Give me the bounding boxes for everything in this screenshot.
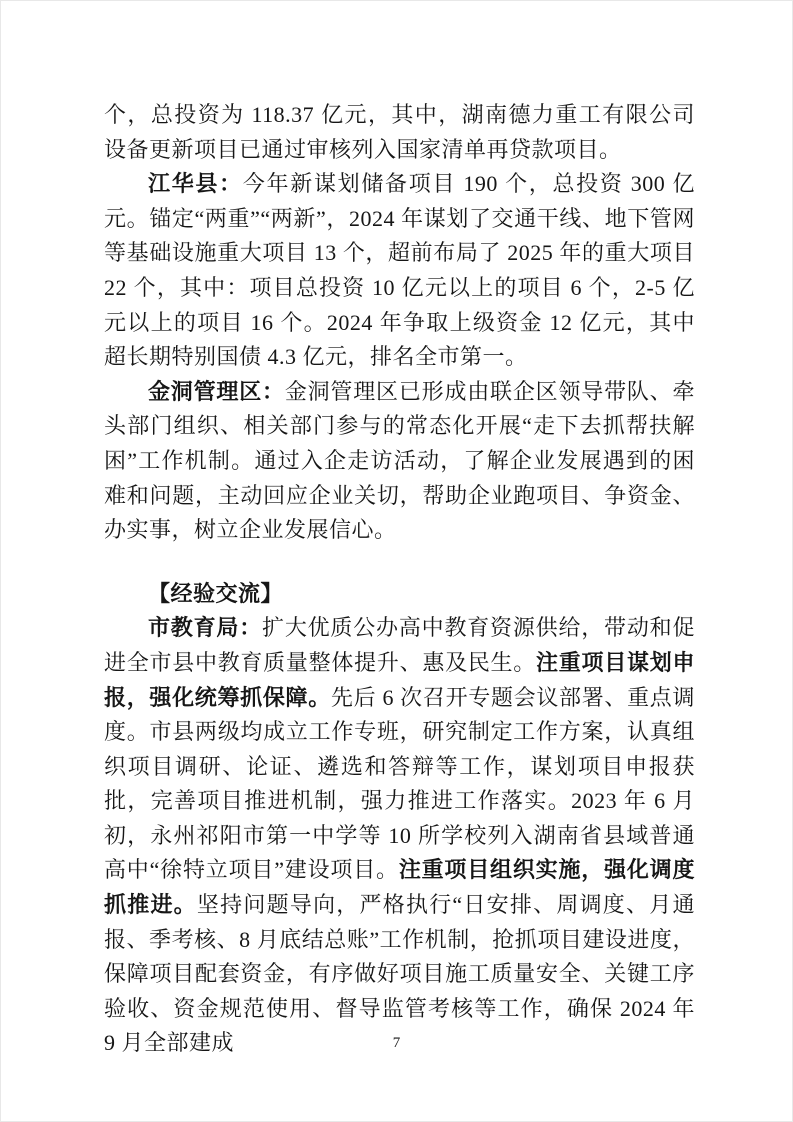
- para-jindong-district: [104, 375, 695, 548]
- text-run: 扩大优质公办高中教育资源供给，带动和促进全市县中教育质量整体提升、惠及民生。: [104, 615, 695, 675]
- text-run: 今年新谋划储备项目 190 个，总投资 300 亿元。锚定“两重”“两新”，2024 年谋划了交通干线、地下管网等基础设施重大项目 13 个，超前布局了 2025 年的重大项目 22 个，其中：项目总投资 10 亿元以上的项目 6 个，2-5 亿元以上的项目 16 个。2024 年争取上级资金 12 亿元，其中超长期特别国债 4.3 亿元，排名全市第一。: [104, 171, 695, 370]
- text-run: 先后 6 次召开专题会议部署、重点调度。市县两级均成立工作专班，研究制定工作方案，认真组织项目调研、论证、遴选和答辩等工作，谋划项目申报获批，完善项目推进机制，强力推进工作落实。2023 年 6 月初，永州祁阳市第一中学等 10 所学校列入湖南省县域普通高中“徐特立项目”建设项目。: [104, 684, 695, 883]
- text-run-bold: 市教育局：: [148, 615, 263, 641]
- para-continuation: [104, 98, 695, 167]
- text-run-bold: 注重项目谋划申报，强化统筹抓保障。: [104, 649, 695, 710]
- text-run-bold: 江华县：: [148, 171, 243, 197]
- text-run-bold: 金洞管理区：: [148, 378, 285, 404]
- text-run: 个，总投资为 118.37 亿元，其中，湖南德力重工有限公司设备更新项目已通过审核列入国家清单再贷款项目。: [104, 102, 695, 162]
- para-education-bureau: [104, 611, 695, 1061]
- para-jianghua-county: [104, 167, 695, 375]
- section-heading-experience-exchange: [104, 577, 695, 612]
- text-run: 金洞管理区已形成由联企区领导带队、牵头部门组织、相关部门参与的常态化开展“走下去抓帮扶解困”工作机制。通过入企走访活动，了解企业发展遇到的困难和问题，主动回应企业关切，帮助企业跑项目、争资金、办实事，树立企业发展信心。: [104, 378, 695, 543]
- text-run-bold: 【经验交流】: [148, 580, 284, 606]
- document-body: [104, 98, 695, 1061]
- text-run: 坚持问题导向，严格执行“日安排、周调度、月通报、季考核、8 月底结总账”工作机制，抢抓项目建设进度，保障项目配套资金，有序做好项目施工质量安全、关键工序验收、资金规范使用、督导监管考核等工作，确保 2024 年 9 月全部建成: [104, 892, 695, 1056]
- text-run-bold: 注重项目组织实施，强化调度抓推进。: [104, 857, 695, 918]
- page-number: 7: [392, 1035, 401, 1051]
